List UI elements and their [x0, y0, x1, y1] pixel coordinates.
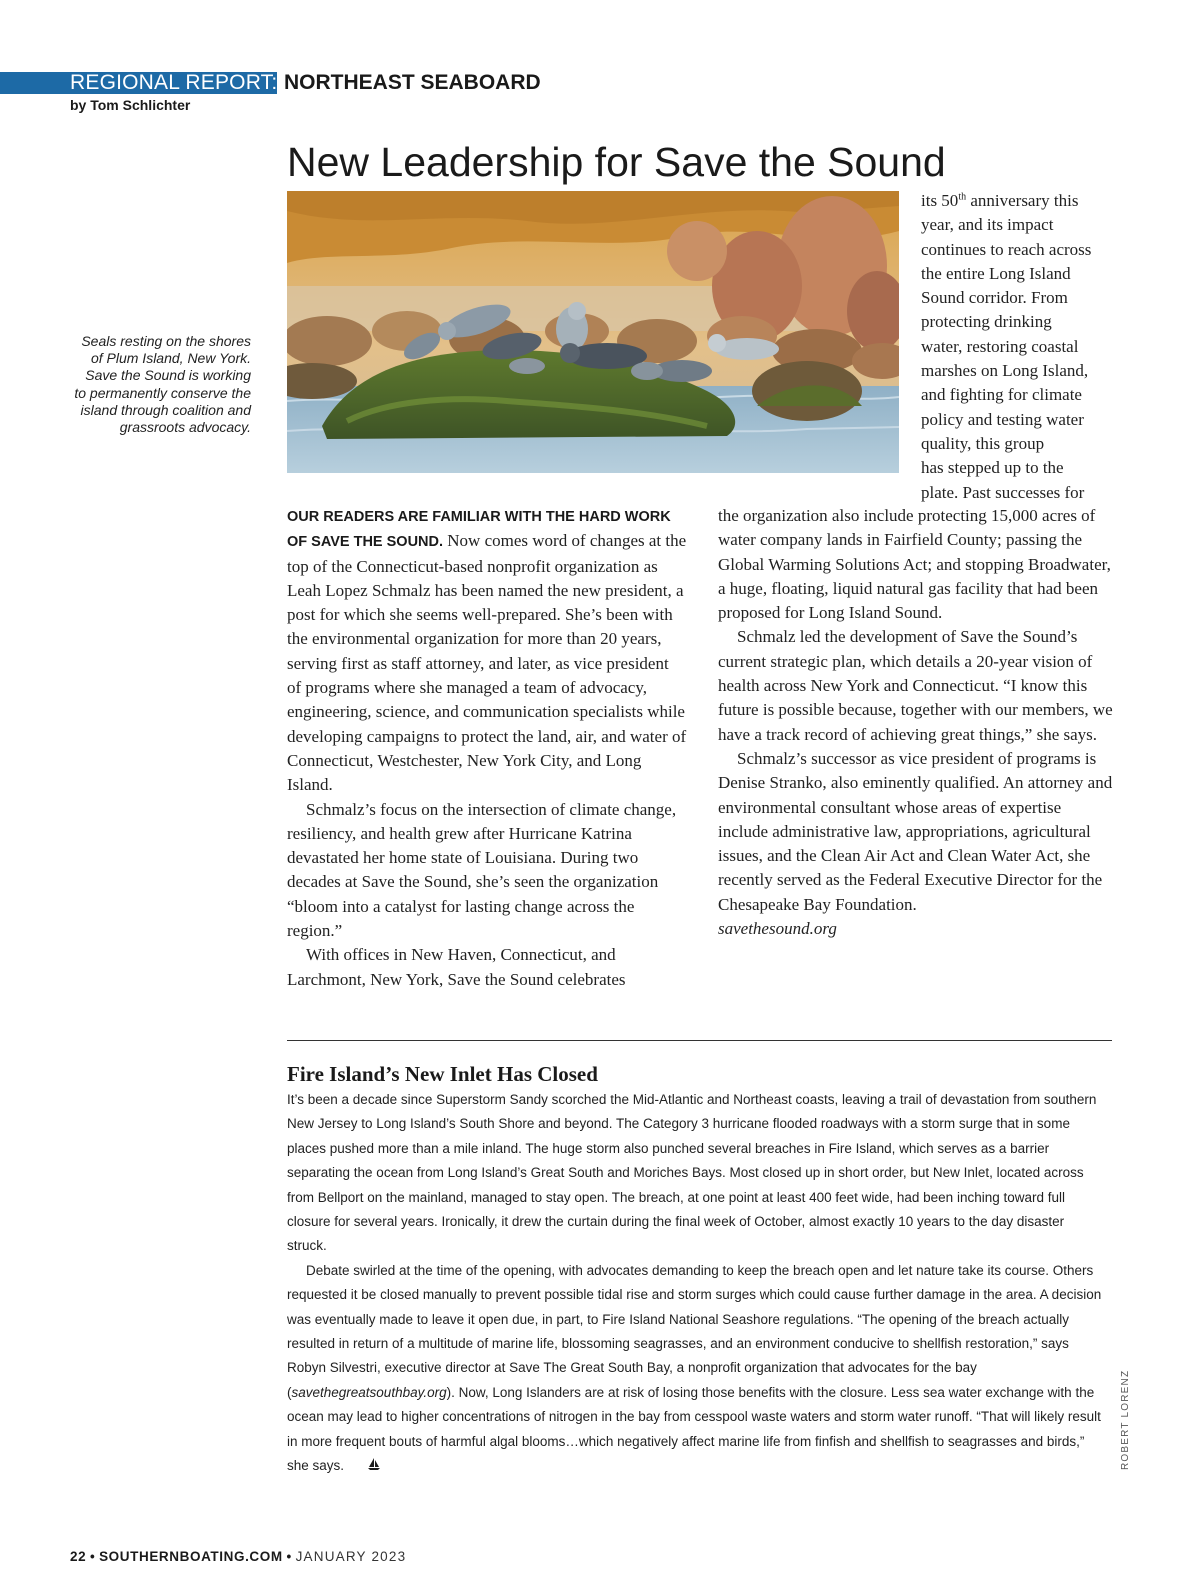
text-line: year, and its impact [921, 215, 1054, 235]
article-paragraph: With offices in New Haven, Connecticut, and Larchmont, New York, Save the Sound celebrates [287, 945, 626, 989]
paragraph-text: ). Now, Long Islanders are at risk of losing those benefits with the closure. Less sea water exchange with the ocean may lead to higher concentrations of nitrogen in the bay from cesspool waste waters and storm water runoff. “That will likely result in more frequent bouts of harmful algal blooms…which negatively affect marine life from finfish and shellfish to seagrasses and birds,” she says. [287, 1384, 1101, 1474]
article-paragraph: Schmalz led the development of Save the Sound’s current strategic plan, which details a 20-year vision of health across New York and Connecticut. “I know this future is possible because, together with our members, we have a track record of achieving great things,” she says. [718, 627, 1113, 744]
text-line: anniversary this [970, 191, 1079, 210]
paragraph-text: Debate swirled at the time of the opening, with advocates demanding to keep the breach open and let nature take its course. Others requested it be closed manually to prevent possible tidal rise and storm surges which could cause further damage in the area. A decision was eventually made to leave it open due, in part, to Fire Island National Seashore regulations. “The opening of the breach actually resulted in return of a multitude of marine life, blossoming seagrasses, and an environment conducive to shellfish restoration,” says Robyn Silvestri, executive director at Save The Great South Bay, a nonprofit organization that advocates for the bay ( [287, 1262, 1102, 1400]
right-top-first-line [921, 189, 1121, 213]
website-link[interactable]: savethesound.org [718, 919, 837, 939]
website-link[interactable]: savethegreatsouthbay.org [291, 1384, 447, 1400]
text-line: Sound corridor. From [921, 288, 1068, 308]
photo-caption: Seals resting on the shores of Plum Island, New York. Save the Sound is working to permanently conserve the island through coalition and grassroots advocacy. [74, 333, 251, 436]
footer-site[interactable]: SOUTHERNBOATING.COM [99, 1549, 283, 1564]
article-paragraph: It’s been a decade since Superstorm Sandy scorched the Mid-Atlantic and Northeast coasts, leaving a trail of devastation from southern New Jersey to Long Island’s South Shore and beyond. The Category 3 hurricane flooded roadways with a storm surge that in some places pushed more than a mile inland. The huge storm also punched several breaches in Fire Island, which serves as a barrier separating the ocean from Long Island’s Great South and Moriches Bays. Most closed up in short order, but New Inlet, located across from Bellport on the mainland, managed to stay open. The breach, at one point at least 400 feet wide, had been inching toward full closure for several years. Ironically, it drew the curtain during the final week of October, almost exactly 10 years to the day disaster struck. [287, 1092, 1097, 1254]
page-number: 22 [70, 1549, 87, 1564]
paragraph-text: Now comes word of changes at the top of the Connecticut-based nonprofit organization as Leah Lopez Schmalz has been named the new president, a post for which she seems well-prepared. She’s been with the environmental organization for more than 20 years, serving first as staff attorney, and later, as vice president of programs where she managed a team of advocacy, engineering, science, and communication specialists while developing campaigns to protect the land, air, and water of Connecticut, Westchester, New York City, and Long Island. [287, 531, 687, 795]
story2-headline: Fire Island’s New Inlet Has Closed [287, 1062, 598, 1086]
footer-separator: • [286, 1549, 292, 1564]
lead-in: OUR READERS ARE FAMILIAR WITH THE HARD WORK OF SAVE THE SOUND. [287, 509, 671, 551]
text-line: and fighting for climate [921, 385, 1082, 405]
article-paragraph [287, 504, 687, 798]
seals-on-rock-photo [287, 191, 899, 473]
text-line: water, restoring coastal [921, 336, 1079, 356]
text-line: the entire Long Island [921, 263, 1071, 283]
text-line: continues to reach across [921, 239, 1092, 259]
story2-body [287, 1088, 1102, 1480]
article-paragraph: the organization also include protecting 15,000 acres of water company lands in Fairfield County; passing the Global Warming Solutions Act; and stopping Broadwater, a huge, floating, liquid natural gas facility that had been proposed for Long Island Sound. [718, 506, 1111, 623]
footer-issue: JANUARY 2023 [295, 1549, 407, 1564]
text-line: plate. Past successes for [921, 482, 1085, 502]
article-paragraph: Schmalz’s successor as vice president of programs is Denise Stranko, also eminently qualified. An attorney and environmental consultant whose areas of expertise include administrative law, appropriations, agricultural issues, and the Clean Air Act and Clean Water Act, she recently served as the Federal Executive Director for the Chesapeake Bay Foundation. [718, 748, 1113, 914]
text-line: policy and testing water [921, 409, 1084, 429]
kicker-topic: NORTHEAST SEABOARD [284, 71, 541, 94]
ordinal-suffix: th [958, 191, 967, 203]
anniversary-number: its 50 [921, 191, 959, 210]
footer-separator: • [89, 1549, 96, 1564]
sailboat-end-icon [348, 1455, 381, 1479]
page-footer [70, 1549, 406, 1564]
article-paragraph [287, 1259, 1102, 1480]
right-column [718, 504, 1113, 941]
byline: by Tom Schlichter [70, 97, 191, 113]
kicker-label: REGIONAL REPORT: [70, 71, 278, 94]
text-line: quality, this group [921, 433, 1045, 453]
article-paragraph: Schmalz’s focus on the intersection of climate change, resiliency, and health grew after Hurricane Katrina devastated her home state of Louisiana. During two decades at Save the Sound, she’s seen the organization “bloom into a catalyst for lasting change across the region.” [287, 799, 677, 941]
section-divider [287, 1040, 1112, 1041]
photo-credit: ROBERT LORENZ [1120, 1369, 1131, 1470]
text-line: has stepped up to the [921, 458, 1064, 478]
right-column-top [921, 189, 1121, 505]
text-line: marshes on Long Island, [921, 361, 1089, 381]
left-column [287, 504, 687, 992]
article-headline: New Leadership for Save the Sound [287, 139, 946, 185]
text-line: protecting drinking [921, 312, 1052, 332]
